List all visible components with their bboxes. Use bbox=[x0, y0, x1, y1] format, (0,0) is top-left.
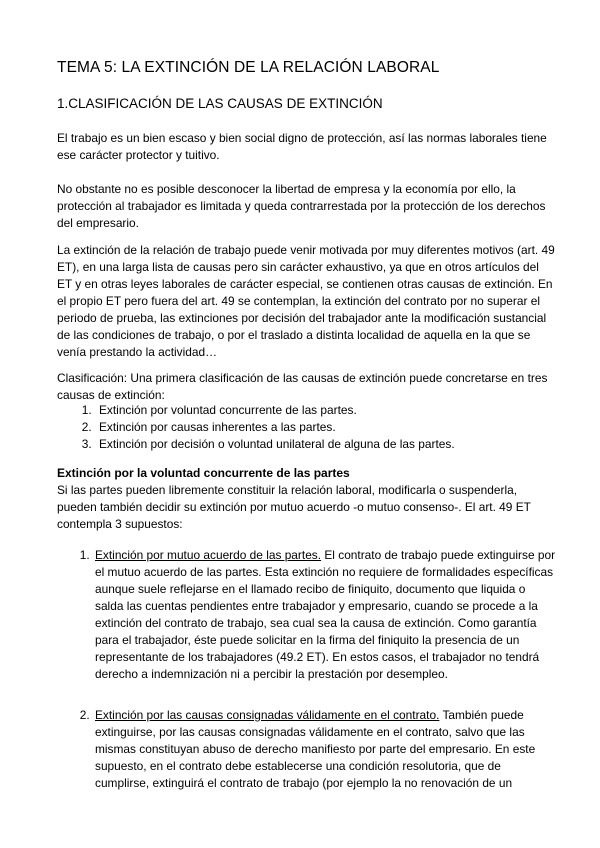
section-heading: 1.CLASIFICACIÓN DE LAS CAUSAS DE EXTINCIÓN bbox=[57, 96, 383, 111]
item-title: Extinción por mutuo acuerdo de las partes. bbox=[95, 548, 322, 562]
paragraph-5: Si las partes pueden libremente constituir la relación laboral, modificarla o suspenderla, pueden también decidir su extinción por mutuo acuerdo -o mutuo consenso-. El art. 49 ET contempla 3 supuestos: bbox=[57, 483, 531, 531]
item-text: El contrato de trabajo puede extinguirse por el mutuo acuerdo de las partes. Esta extinción no requiere de formalidades específicas aunque suele reflejarse en el llamado recibo de finiquito, documento que liquida o salda las cuentas pendientes entre trabajador y empresario, cuando se procede a la extinción del contrato de trabajo, sea cual sea la causa de extinción. Como garantía para el trabajador, éste puede solicitar en la firma del finiquito la presencia de un representante de los trabajadores (49.2 ET). En estos casos, el trabajador no tendrá derecho a indemnización ni a percibir la prestación por desempleo. bbox=[95, 548, 556, 681]
subsection-heading: Extinción por la voluntad concurrente de las partes bbox=[57, 466, 350, 480]
cases-list-1 bbox=[57, 547, 557, 683]
paragraph-3: La extinción de la relación de trabajo puede venir motivada por muy diferentes motivos (art. 49 ET), en una larga lista de causas pero sin carácter exhaustivo, ya que en otros artículos del ET y en otras leyes laborales de carácter especial, se contienen otras causas de extinción. En el propio ET pero fuera del art. 49 se contemplan, la extinción del contrato por no superar el periodo de prueba, las extinciones por decisión del trabajador ante la modificación sustancial de las condiciones de trabajo, o por el traslado a distinta localidad de aquella en la que se venía prestando la actividad… bbox=[57, 243, 555, 359]
list-item: 2. Extinción por causas inherentes a las partes. bbox=[95, 419, 565, 436]
list-item bbox=[93, 547, 557, 683]
paragraph-classification: Clasificación: Una primera clasificación de las causas de extinción puede concretarse en tres causas de extinción: bbox=[57, 371, 548, 402]
item-text: También puede extinguirse, por las causas consignadas válidamente en el contrato, salvo que las mismas constituyan abuso de derecho manifiesto por parte del empresario. En este supuesto, en el contrato debe establecerse una condición resolutoria, que de cumplirse, extinguirá el contrato de trabajo (por ejemplo la no renovación de un bbox=[95, 708, 536, 790]
item-title: Extinción por las causas consignadas válidamente en el contrato. bbox=[95, 708, 440, 722]
list-item bbox=[93, 707, 557, 792]
list-item: 3. Extinción por decisión o voluntad unilateral de alguna de las partes. bbox=[95, 436, 565, 453]
cases-list-2 bbox=[57, 707, 557, 792]
page-title: TEMA 5: LA EXTINCIÓN DE LA RELACIÓN LABORAL bbox=[57, 59, 440, 76]
paragraph-2: No obstante no es posible desconocer la libertad de empresa y la economía por ello, la protección al trabajador es limitada y queda contrarrestada por la protección de los derechos del empresario. bbox=[57, 182, 546, 230]
causes-list bbox=[57, 402, 565, 453]
list-item: 1. Extinción por voluntad concurrente de las partes. bbox=[95, 402, 565, 419]
paragraph-1: El trabajo es un bien escaso y bien social digno de protección, así las normas laborales tiene ese carácter protector y tuitivo. bbox=[57, 131, 547, 162]
